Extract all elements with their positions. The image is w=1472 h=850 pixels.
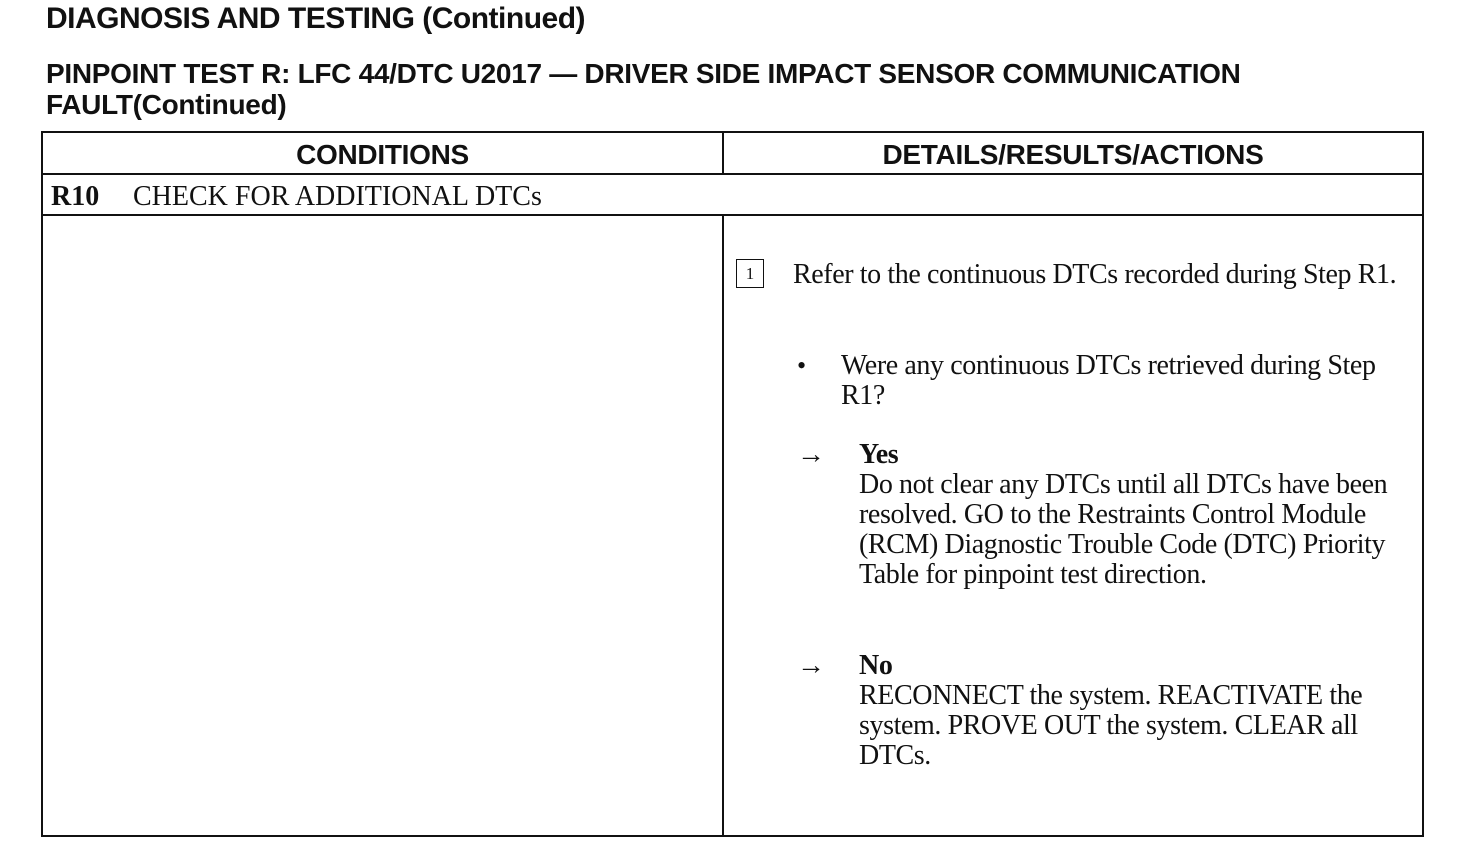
pinpoint-test-table: [41, 131, 1424, 837]
step-title: CHECK FOR ADDITIONAL DTCs: [133, 181, 542, 212]
result-no-action: RECONNECT the system. REACTIVATE the system. PROVE OUT the system. CLEAR all DTCs.: [859, 680, 1363, 771]
pinpoint-test-title: PINPOINT TEST R: LFC 44/DTC U2017 — DRIVER SIDE IMPACT SENSOR COMMUNICATION FAULT(Continued): [46, 58, 1241, 120]
result-yes-action: Do not clear any DTCs until all DTCs have been resolved. GO to the Restraints Control Module (RCM) Diagnostic Trouble Code (DTC) Priority Table for pinpoint test direction.: [859, 469, 1388, 590]
column-header-conditions: CONDITIONS: [296, 139, 469, 170]
bullet-icon: •: [797, 351, 807, 380]
step-row: [51, 178, 542, 216]
arrow-right-icon: →: [797, 650, 825, 681]
page-title: DIAGNOSIS AND TESTING (Continued): [46, 2, 586, 35]
result-no-label: No: [859, 650, 893, 681]
column-divider-body: [722, 215, 724, 835]
question-text: Were any continuous DTCs retrieved during Step R1?: [841, 350, 1376, 411]
column-header-details: DETAILS/RESULTS/ACTIONS: [882, 139, 1264, 170]
step-marker-box: 1: [736, 259, 764, 288]
step-number: R10: [51, 181, 100, 212]
arrow-right-icon: →: [797, 439, 825, 470]
instruction-text: Refer to the continuous DTCs recorded during Step R1.: [793, 259, 1397, 290]
result-yes-label: Yes: [859, 439, 899, 470]
